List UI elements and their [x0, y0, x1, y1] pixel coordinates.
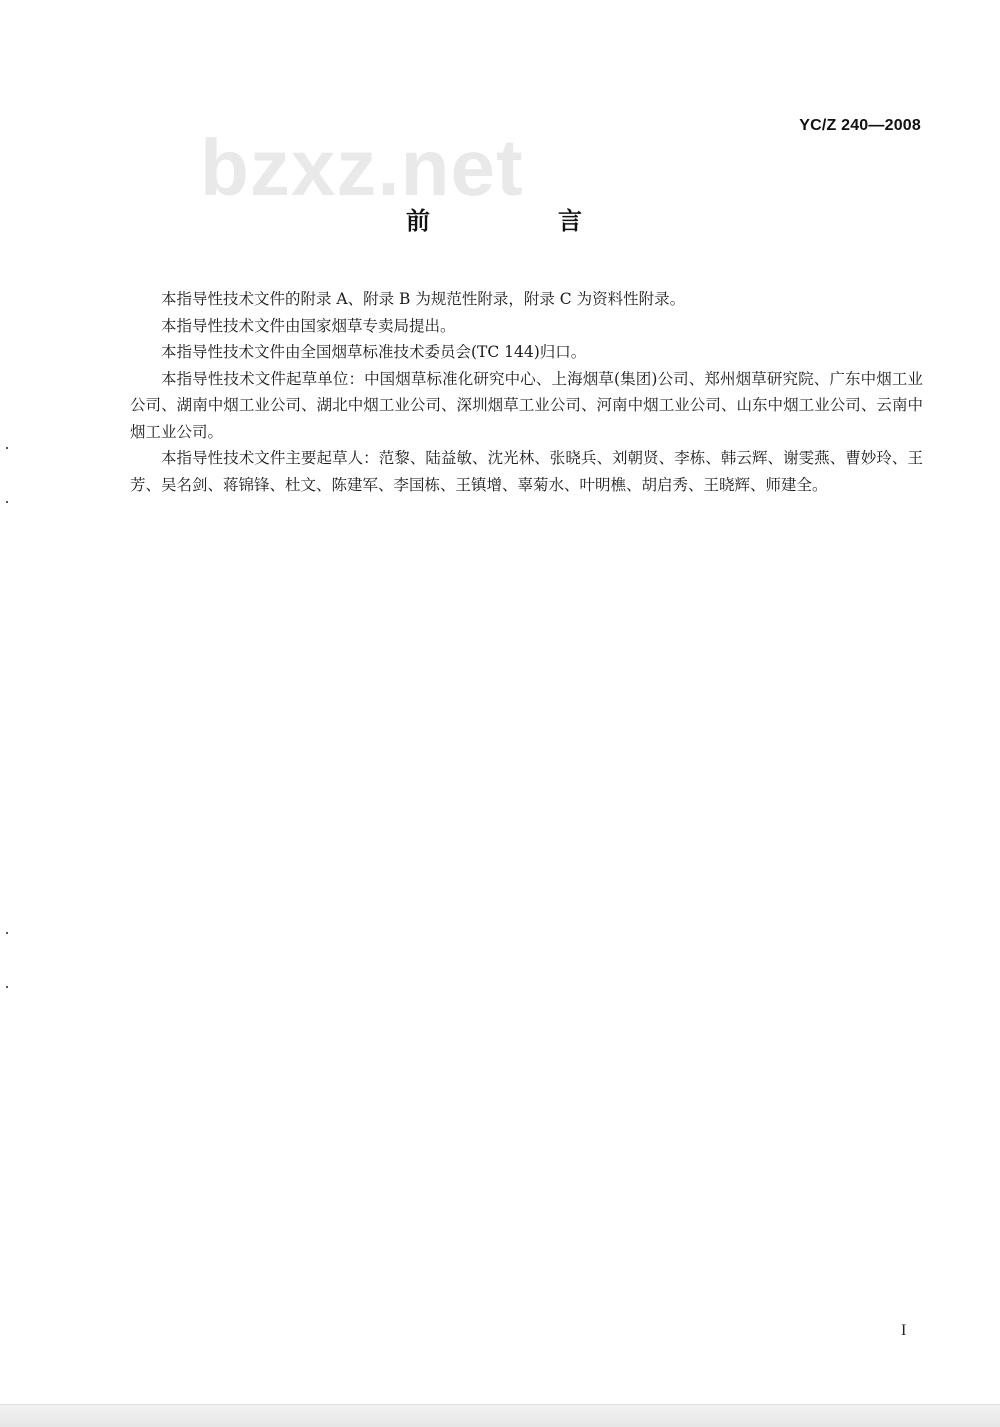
watermark: bzxz.net [200, 123, 524, 212]
document-code: YC/Z 240—2008 [799, 117, 921, 134]
scan-artifact [6, 501, 8, 503]
scan-artifact [6, 447, 8, 449]
paragraph-drafting-units: 本指导性技术文件起草单位：中国烟草标准化研究中心、上海烟草(集团)公司、郑州烟草研究院、广东中烟工业公司、湖南中烟工业公司、湖北中烟工业公司、深圳烟草工业公司、河南中烟工业公司、山东中烟工业公司、云南中烟工业公司。 [130, 369, 923, 441]
paragraph-drafters: 本指导性技术文件主要起草人：范黎、陆益敏、沈光林、张晓兵、刘朝贤、李栋、韩云辉、谢雯燕、曹妙玲、王芳、吴名剑、蒋锦锋、杜文、陈建军、李国栋、王镇增、辜菊水、叶明樵、胡启秀、王晓辉、师建全。 [130, 449, 923, 494]
paragraph-committee: 本指导性技术文件由全国烟草标准技术委员会(TC 144)归口。 [161, 343, 587, 361]
scan-artifact [6, 932, 8, 934]
page-title: 前 言 [406, 207, 634, 235]
paragraph-appendix: 本指导性技术文件的附录 A、附录 B 为规范性附录，附录 C 为资料性附录。 [161, 290, 686, 308]
paragraph-proposer: 本指导性技术文件由国家烟草专卖局提出。 [161, 316, 456, 335]
foreword-body [130, 286, 923, 498]
scan-artifact [6, 986, 8, 988]
page-number: I [901, 1322, 907, 1339]
scan-bottom-edge [0, 1404, 1000, 1427]
